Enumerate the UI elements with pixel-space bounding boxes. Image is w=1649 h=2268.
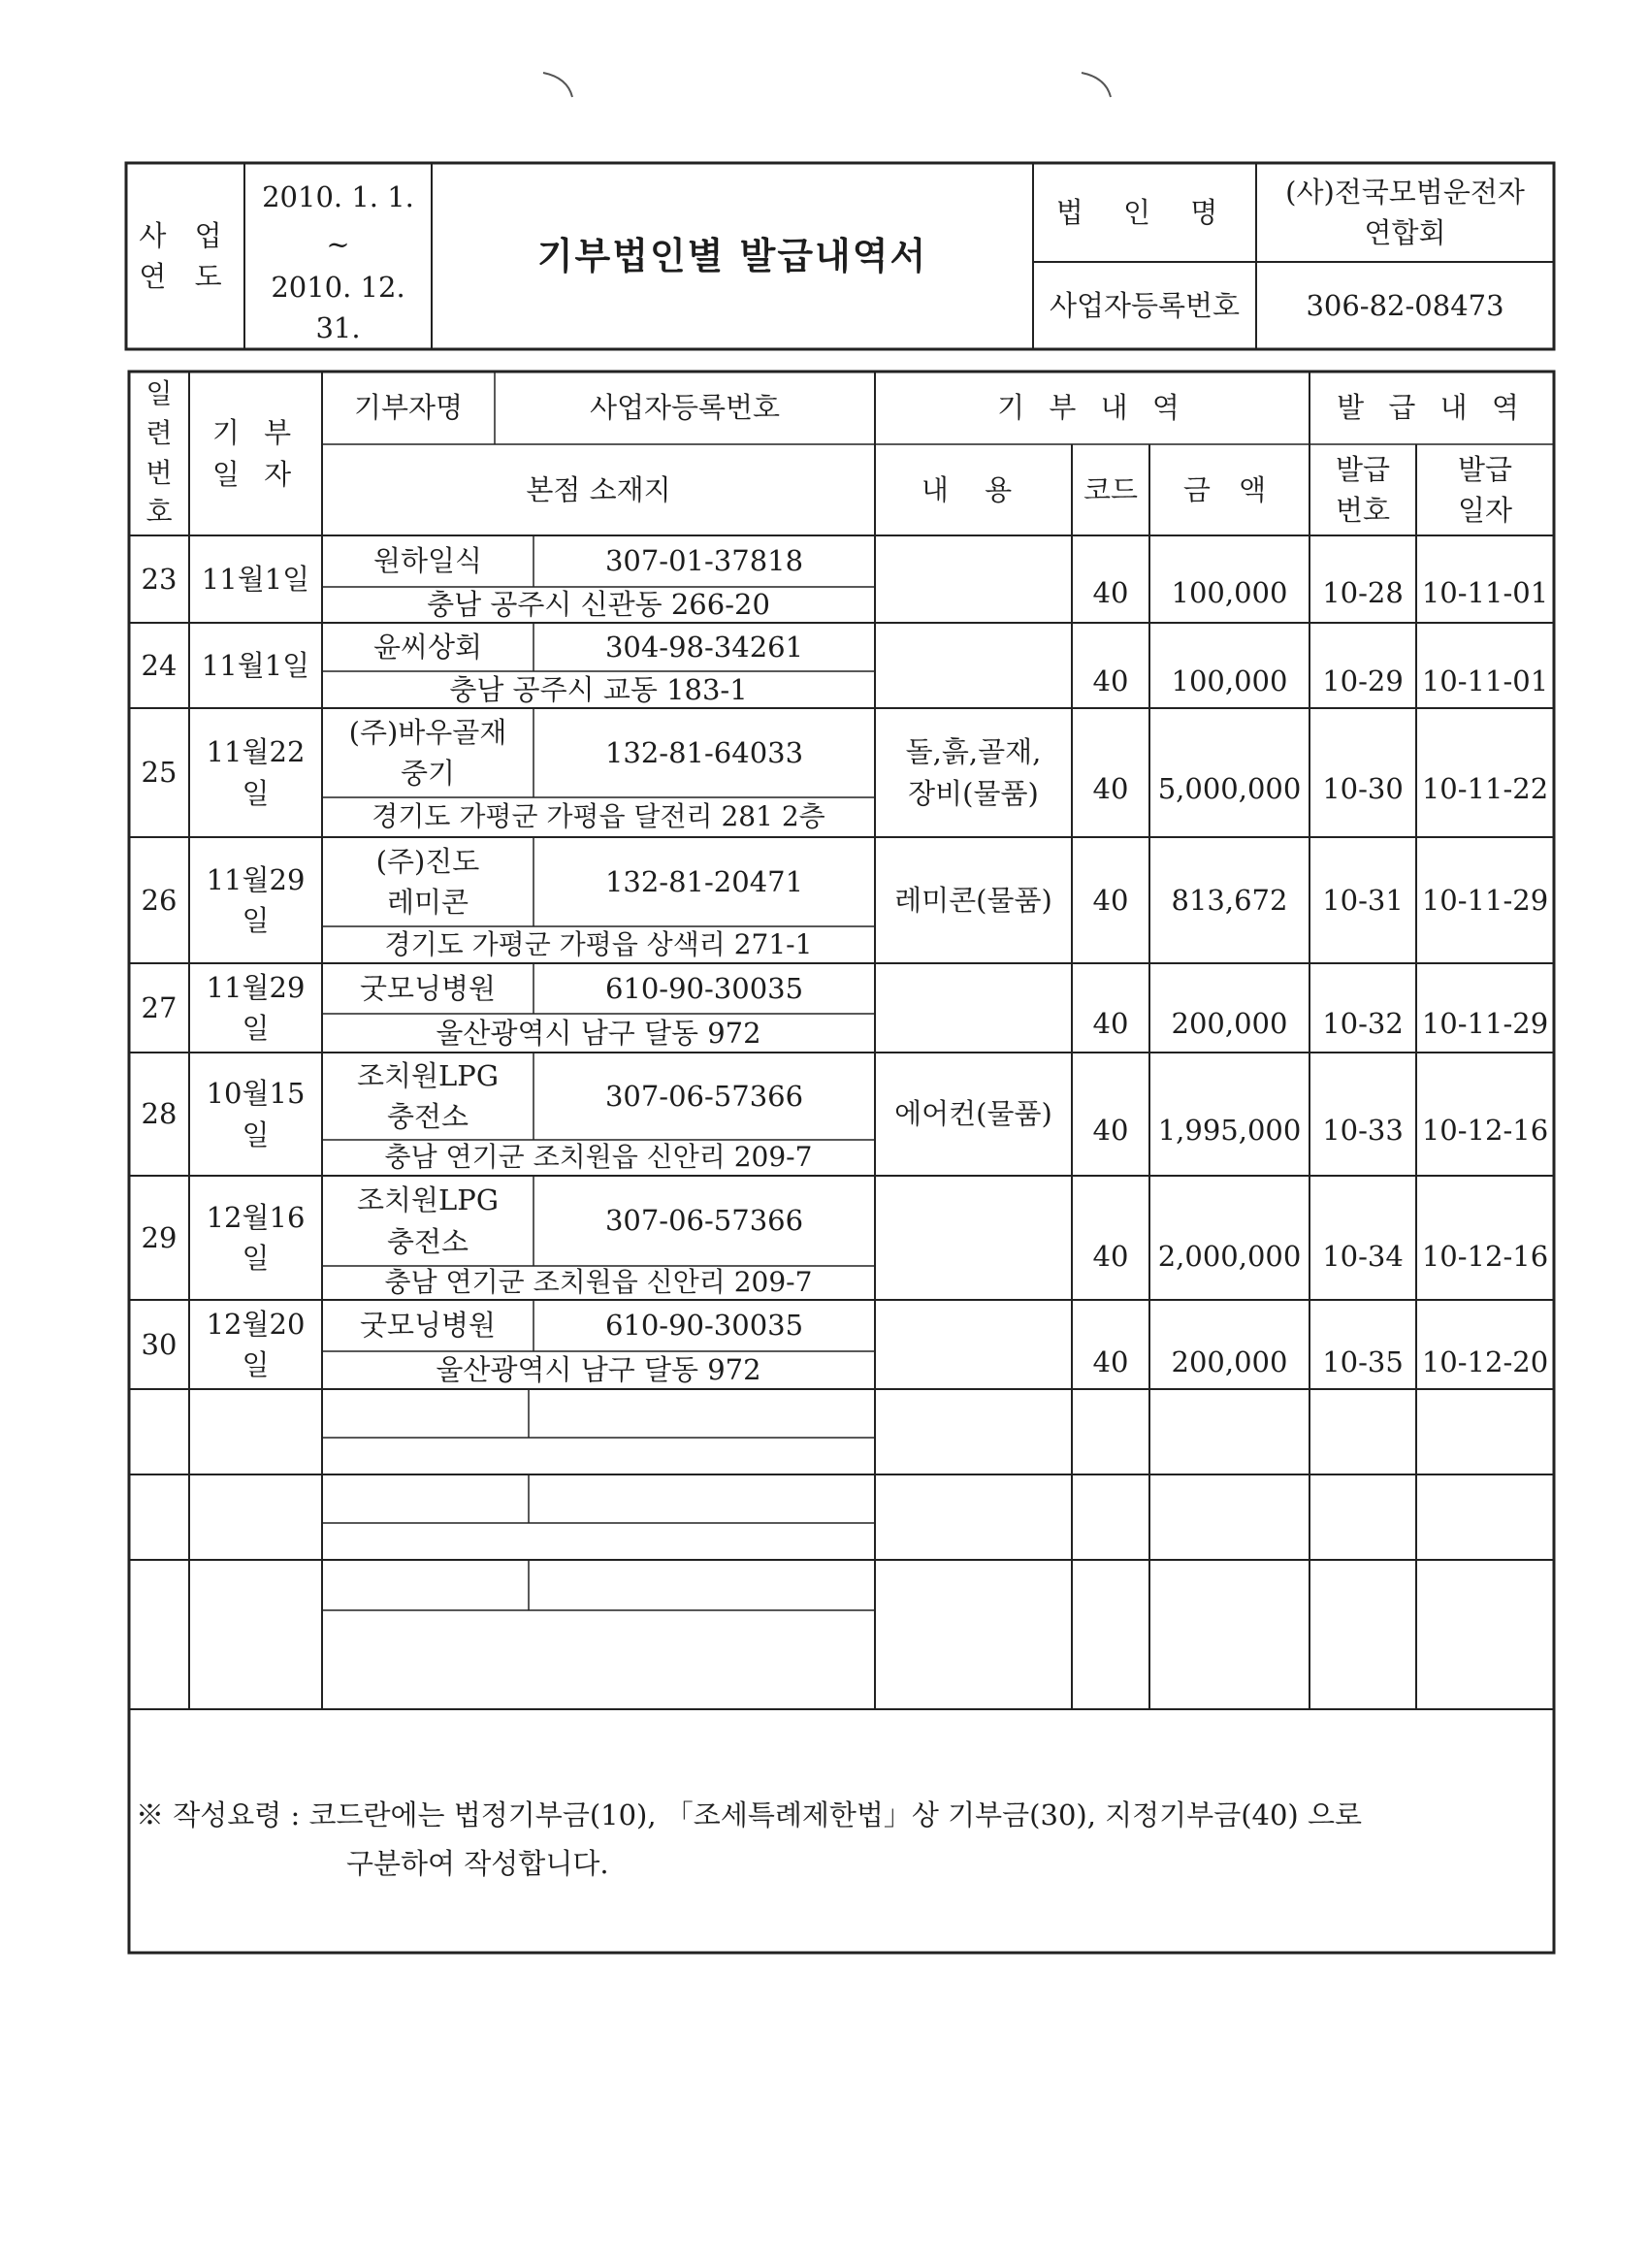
- row-address: 충남 연기군 조치원읍 신안리 209-7: [384, 1141, 813, 1174]
- col-code: 코드: [1083, 472, 1139, 506]
- row-amount: 100,000: [1171, 664, 1288, 697]
- row-issue-date: 10-11-01: [1421, 664, 1549, 697]
- row-issue-no: 10-33: [1322, 1113, 1404, 1147]
- col-issue-date: 발급 일자: [1457, 452, 1513, 527]
- row-code: 40: [1092, 771, 1129, 805]
- col-seq: 일련 번호: [146, 377, 173, 529]
- row-content: 돌,흙,골재, 장비(물품): [905, 735, 1042, 810]
- row-issue-date: 10-12-20: [1421, 1345, 1549, 1378]
- col-address: 본점 소재지: [526, 472, 671, 506]
- row-code: 40: [1092, 1239, 1129, 1273]
- row-amount: 100,000: [1171, 575, 1288, 609]
- row-issue-no: 10-31: [1322, 883, 1404, 917]
- period-end: 2010. 12. 31.: [271, 270, 405, 344]
- period-tilde: ~: [326, 227, 350, 261]
- row-reg: 307-06-57366: [604, 1204, 804, 1238]
- row-seq: 26: [141, 883, 178, 917]
- row-issue-date: 10-11-01: [1421, 575, 1549, 609]
- row-date: 11월1일: [201, 648, 310, 682]
- row-date: 11월22일: [206, 735, 306, 810]
- row-content: [875, 623, 1072, 708]
- row-address: 충남 공주시 신관동 266-20: [427, 588, 770, 622]
- row-content: 에어컨(물품): [894, 1097, 1052, 1131]
- row-address: 울산광역시 남구 달동 972: [436, 1016, 761, 1050]
- col-issue-group: 발 급 내 역: [1337, 391, 1527, 425]
- row-address: 충남 연기군 조치원읍 신안리 209-7: [384, 1266, 813, 1299]
- col-issue-no: 발급 번호: [1335, 452, 1391, 527]
- row-donor: (주)바우골재 중기: [348, 715, 507, 790]
- corp-name-label: 법 인 명: [1055, 195, 1234, 229]
- row-seq: 24: [141, 648, 178, 682]
- row-content: [875, 535, 1072, 623]
- row-issue-no: 10-34: [1322, 1239, 1404, 1273]
- row-amount: 200,000: [1171, 1006, 1288, 1040]
- row-code: 40: [1092, 1006, 1129, 1040]
- row-issue-no: 10-35: [1322, 1345, 1404, 1378]
- row-donor: 원하일식: [372, 544, 483, 578]
- row-content: [875, 1176, 1072, 1300]
- row-donor: (주)진도 레미콘: [375, 844, 480, 919]
- row-address: 울산광역시 남구 달동 972: [436, 1353, 761, 1387]
- row-reg: 132-81-20471: [604, 864, 804, 898]
- row-reg: 610-90-30035: [604, 971, 804, 1005]
- row-reg: 307-01-37818: [604, 544, 804, 578]
- row-seq: 28: [141, 1097, 178, 1131]
- row-seq: 23: [141, 562, 178, 596]
- row-issue-no: 10-28: [1322, 575, 1404, 609]
- row-amount: 813,672: [1171, 883, 1288, 917]
- row-content: 레미콘(물품): [894, 883, 1052, 917]
- corp-name-value: (사)전국모범운전자 연합회: [1285, 175, 1525, 249]
- row-address: 충남 공주시 교동 183-1: [449, 672, 748, 706]
- col-donor-reg: 사업자등록번호: [589, 391, 781, 425]
- col-donor: 기부자명: [353, 391, 464, 425]
- row-donor: 조치원LPG 충전소: [357, 1058, 499, 1133]
- row-issue-date: 10-12-16: [1421, 1239, 1549, 1273]
- row-issue-no: 10-30: [1322, 771, 1404, 805]
- row-amount: 2,000,000: [1157, 1239, 1302, 1273]
- row-code: 40: [1092, 1113, 1129, 1147]
- row-issue-date: 10-12-16: [1421, 1113, 1549, 1147]
- col-amount: 금 액: [1182, 472, 1277, 506]
- row-seq: 30: [141, 1327, 178, 1361]
- row-issue-no: 10-32: [1322, 1006, 1404, 1040]
- row-issue-date: 10-11-29: [1421, 883, 1549, 917]
- row-donor: 윤씨상회: [372, 630, 483, 664]
- row-issue-date: 10-11-29: [1421, 1006, 1549, 1040]
- row-amount: 200,000: [1171, 1345, 1288, 1378]
- row-code: 40: [1092, 575, 1129, 609]
- row-code: 40: [1092, 883, 1129, 917]
- col-date: 기 부 일 자: [211, 416, 300, 491]
- row-reg: 610-90-30035: [604, 1309, 804, 1343]
- col-donation-group: 기 부 내 역: [997, 391, 1187, 425]
- reg-no-value: 306-82-08473: [1306, 288, 1504, 322]
- row-amount: 5,000,000: [1157, 771, 1302, 805]
- row-donor: 굿모닝병원: [359, 1309, 497, 1343]
- footer-note-line1: ※ 작성요령 : 코드란에는 법정기부금(10), 「조세특례제한법」상 기부금(30), 지정기부금(40) 으로: [136, 1798, 1362, 1831]
- row-date: 11월29일: [206, 862, 306, 937]
- row-content: [875, 963, 1072, 1053]
- row-donor: 굿모닝병원: [359, 971, 497, 1005]
- row-date: 10월15일: [206, 1077, 306, 1151]
- period-label: 사 업 연 도: [139, 218, 232, 293]
- page-title: 기부법인별 발급내역서: [536, 234, 928, 278]
- row-address: 경기도 가평군 가평읍 상색리 271-1: [384, 927, 813, 960]
- row-content: [875, 1300, 1072, 1389]
- row-seq: 29: [141, 1220, 178, 1254]
- row-date: 11월1일: [201, 562, 310, 596]
- row-issue-no: 10-29: [1322, 664, 1404, 697]
- footer-note-line2: 구분하여 작성합니다.: [346, 1847, 609, 1880]
- row-donor: 조치원LPG 충전소: [357, 1183, 499, 1258]
- row-issue-date: 10-11-22: [1421, 771, 1549, 805]
- row-reg: 132-81-64033: [604, 735, 804, 769]
- row-date: 12월16일: [206, 1200, 306, 1275]
- row-code: 40: [1092, 664, 1129, 697]
- row-date: 11월29일: [206, 970, 306, 1045]
- row-seq: 25: [141, 756, 178, 790]
- row-reg: 307-06-57366: [604, 1079, 804, 1113]
- col-content: 내 용: [921, 472, 1026, 506]
- row-amount: 1,995,000: [1157, 1113, 1302, 1147]
- row-address: 경기도 가평군 가평읍 달전리 281 2층: [372, 800, 825, 833]
- row-reg: 304-98-34261: [604, 630, 804, 664]
- row-seq: 27: [141, 990, 178, 1024]
- period-start: 2010. 1. 1.: [262, 179, 414, 213]
- row-code: 40: [1092, 1345, 1129, 1378]
- row-date: 12월20일: [206, 1307, 306, 1381]
- reg-no-label: 사업자등록번호: [1049, 288, 1241, 322]
